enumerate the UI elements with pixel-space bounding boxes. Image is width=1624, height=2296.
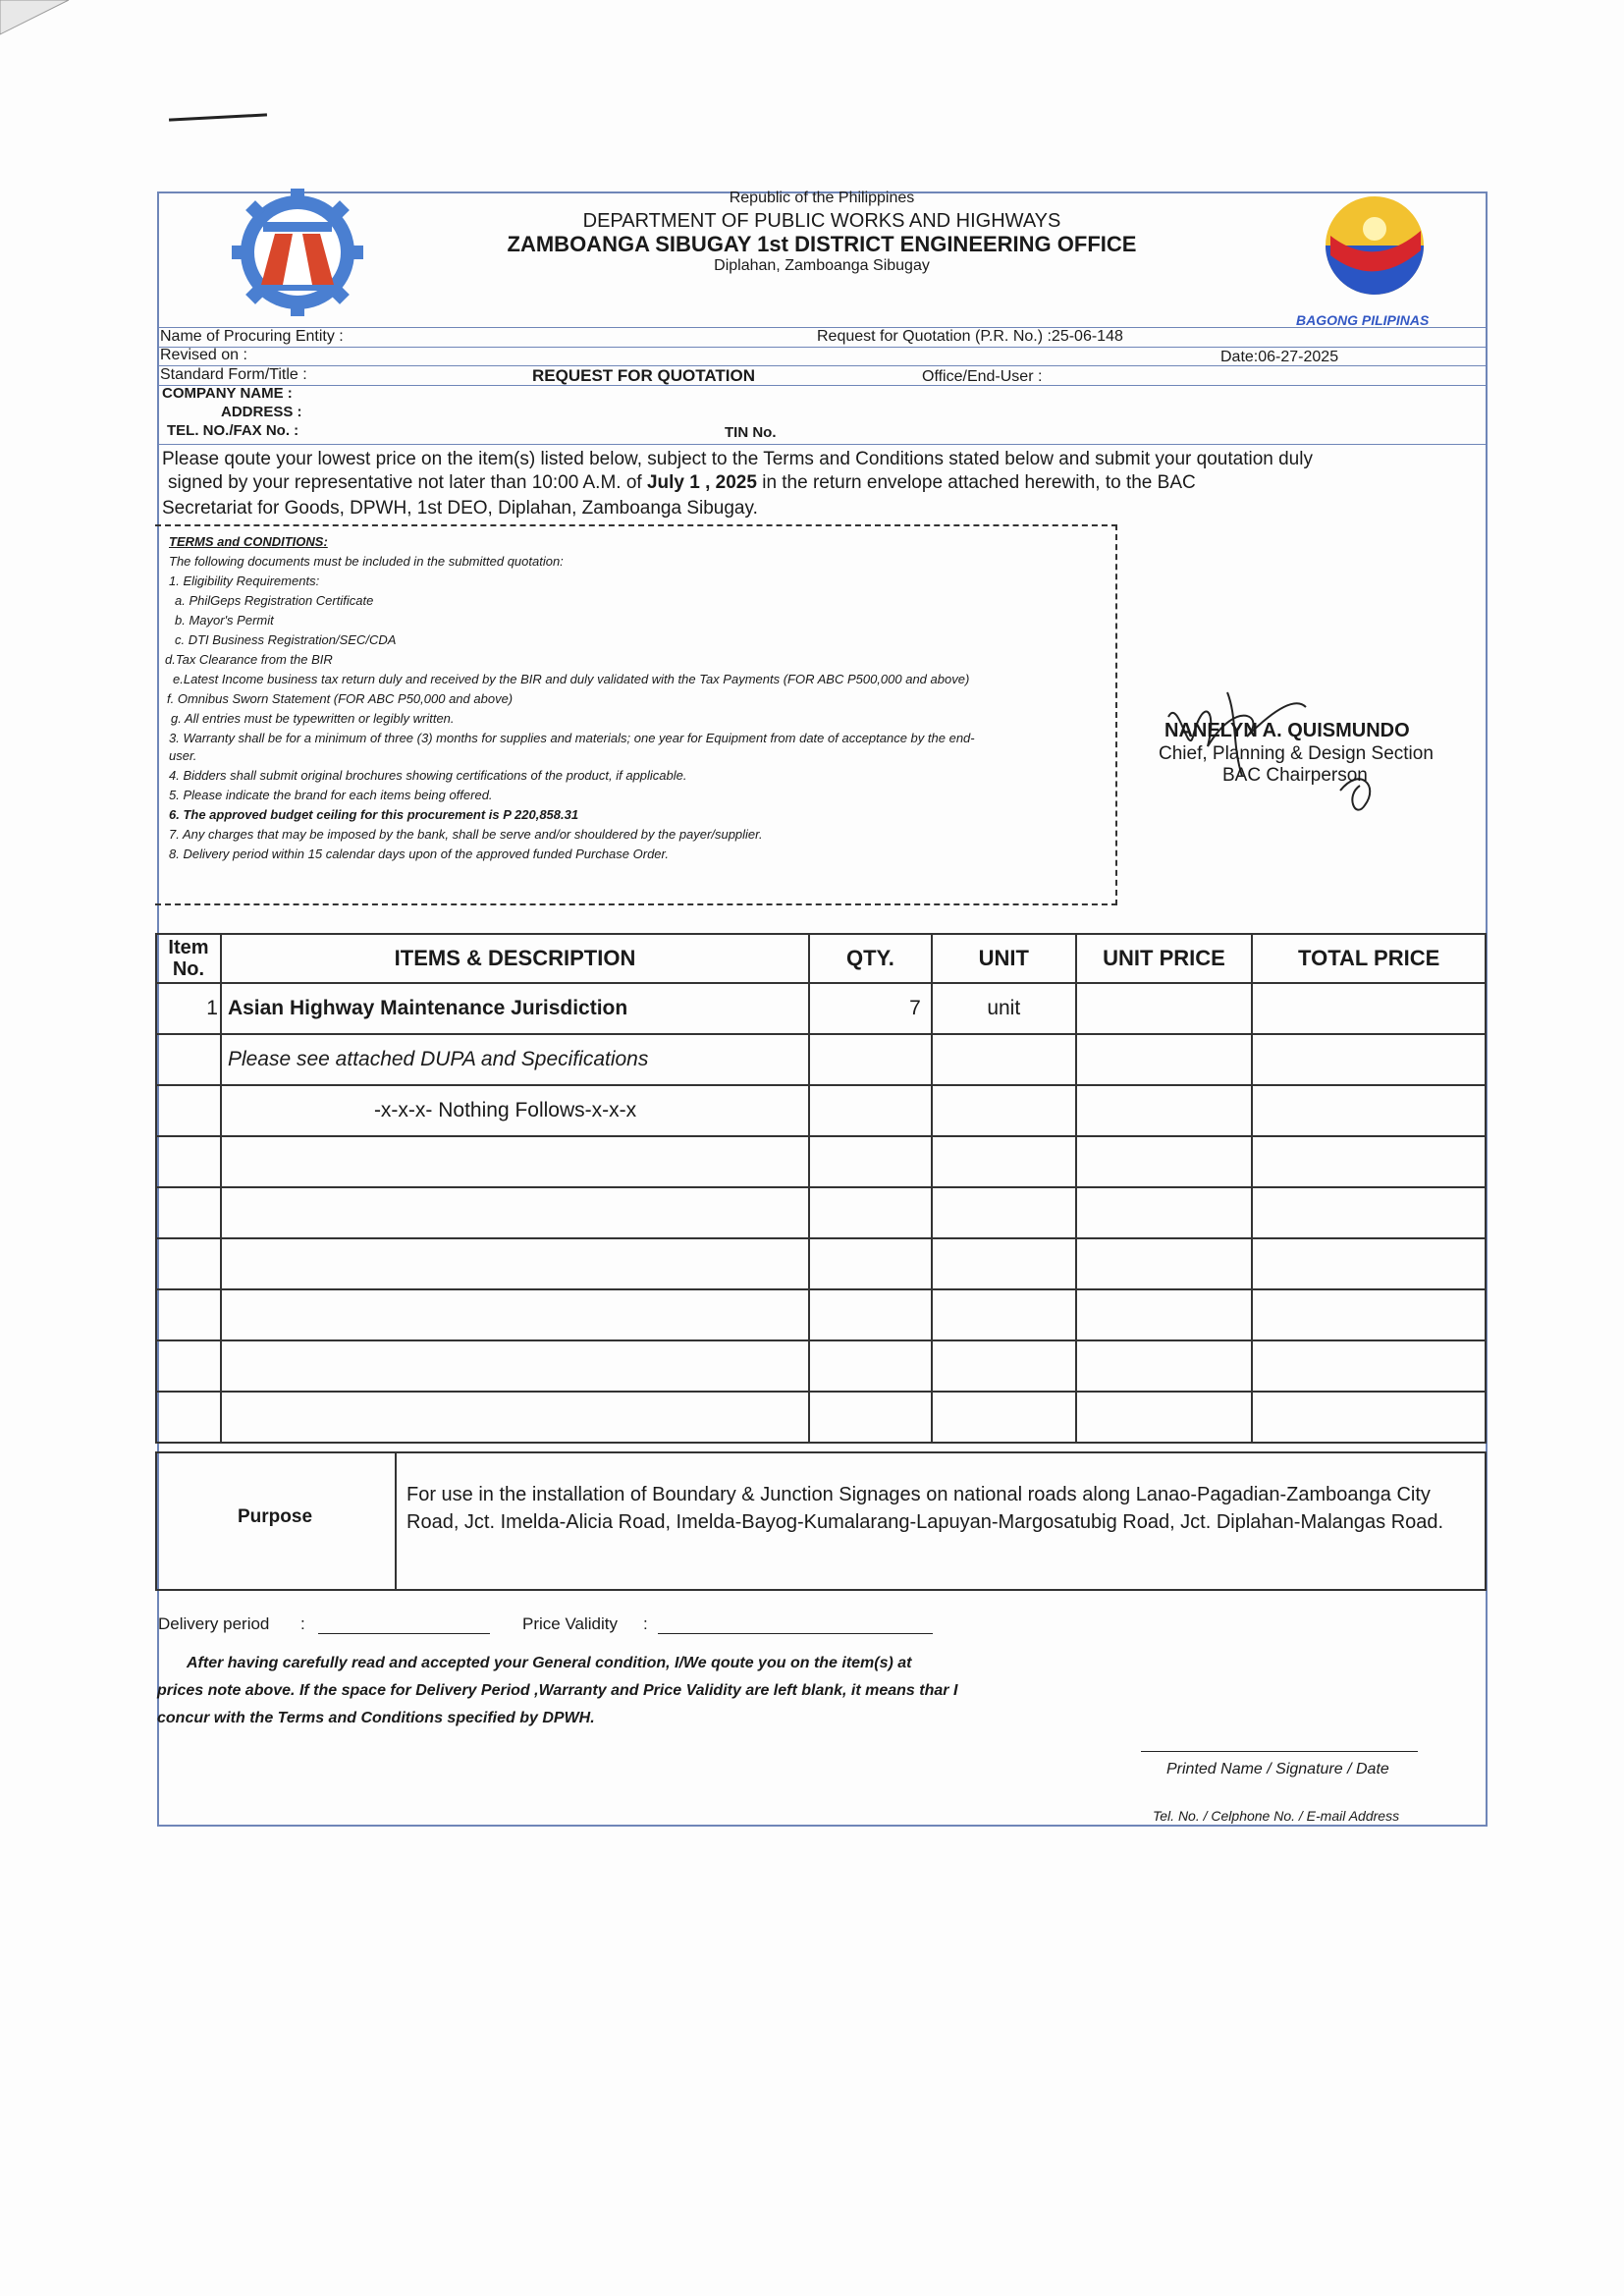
table-row: [156, 1085, 1486, 1136]
deadline-date: July 1 , 2025: [646, 472, 757, 493]
revised-on-label: Revised on :: [160, 347, 247, 363]
item-qty-cell: [809, 1034, 932, 1085]
price-validity-field[interactable]: [658, 1631, 933, 1634]
terms-line: e.Latest Income business tax return duly and received by the BIR and duly validated with the Tax Payments (FOR ABC P500,000 and above): [173, 672, 970, 686]
table-row: [156, 1187, 1486, 1238]
terms-line: 5. Please indicate the brand for each items being offered.: [169, 788, 493, 802]
item-total-price-cell[interactable]: [1252, 1034, 1486, 1085]
terms-line: 3. Warranty shall be for a minimum of three (3) months for supplies and materials; one year for Equipment from date of acceptance by the end-: [169, 731, 975, 745]
item-unit-cell: unit: [932, 983, 1076, 1034]
item-unit-cell: [932, 1085, 1076, 1136]
scan-corner-mark: [0, 0, 79, 39]
intro-line-3: Secretariat for Goods, DPWH, 1st DEO, Diplahan, Zamboanga Sibugay.: [162, 498, 758, 519]
item-qty-cell: 7: [809, 983, 932, 1034]
purpose-label: Purpose: [238, 1506, 313, 1527]
terms-line: d.Tax Clearance from the BIR: [165, 652, 333, 667]
item-total-price-cell[interactable]: [1252, 1085, 1486, 1136]
terms-line: a. PhilGeps Registration Certificate: [175, 593, 374, 608]
terms-line: 4. Bidders shall submit original brochures showing certifications of the product, if applicable.: [169, 768, 687, 783]
acceptance-statement: After having carefully read and accepted your General condition, I/We qoute you on the item(s) at prices note above. If the space for Delivery Period ,Warranty and Price Validity are left blank, it means thar I concur with the Terms and Conditions specified by DPWH.: [157, 1655, 958, 1726]
header-total-price: TOTAL PRICE: [1252, 934, 1486, 983]
table-row: [156, 1238, 1486, 1289]
item-description-cell: Asian Highway Maintenance Jurisdiction: [221, 983, 809, 1034]
intro-line-2-a: signed by your representative not later than 10:00 A.M. of: [168, 472, 647, 493]
terms-line: 7. Any charges that may be imposed by the bank, shall be serve and/or shouldered by the payer/supplier.: [169, 827, 763, 842]
header-description: ITEMS & DESCRIPTION: [221, 934, 809, 983]
validity-colon: :: [643, 1614, 648, 1633]
table-header-row: [156, 934, 1486, 983]
date-label: Date:06-27-2025: [1220, 349, 1339, 365]
republic-heading: Republic of the Philippines: [729, 190, 915, 206]
department-heading: DEPARTMENT OF PUBLIC WORKS AND HIGHWAYS: [582, 210, 1061, 232]
procuring-entity-label: Name of Procuring Entity :: [160, 328, 344, 345]
terms-line: g. All entries must be typewritten or legibly written.: [171, 711, 455, 726]
terms-line: c. DTI Business Registration/SEC/CDA: [175, 632, 397, 647]
header-unit-price: UNIT PRICE: [1076, 934, 1253, 983]
contact-label: Tel. No. / Celphone No. / E-mail Address: [1153, 1808, 1400, 1824]
printed-name-label: Printed Name / Signature / Date: [1166, 1761, 1389, 1777]
item-no-cell: [156, 1085, 221, 1136]
terms-line: user.: [169, 748, 197, 763]
signatory-name: NANELYN A. QUISMUNDO: [1164, 720, 1410, 741]
delivery-period-field[interactable]: [318, 1631, 490, 1634]
terms-title: TERMS and CONDITIONS:: [169, 534, 328, 549]
location-heading: Diplahan, Zamboanga Sibugay: [714, 257, 930, 274]
standard-form-label: Standard Form/Title :: [160, 366, 307, 383]
signature-line[interactable]: [1141, 1749, 1418, 1752]
item-description-cell: Please see attached DUPA and Specifications: [221, 1034, 809, 1085]
office-end-user-label: Office/End-User :: [922, 368, 1043, 385]
price-validity-label: Price Validity: [522, 1614, 618, 1633]
item-total-price-cell[interactable]: [1252, 983, 1486, 1034]
terms-line: f. Omnibus Sworn Statement (FOR ABC P50,000 and above): [167, 691, 514, 706]
intro-line-2-b: in the return envelope attached herewith, to the BAC: [756, 472, 1196, 493]
terms-box: [155, 524, 1117, 905]
terms-line: 6. The approved budget ceiling for this procurement is P 220,858.31: [169, 807, 579, 822]
purpose-text: For use in the installation of Boundary & Junction Signages on national roads along Lanao-Pagadian-Zamboanga City Road, Jct. Imelda-Alicia Road, Imelda-Bayog-Kumalarang-Lapuyan-Margosatubig Road, Jct. Diplahan-Malangas Road.: [406, 1484, 1444, 1533]
form-title: REQUEST FOR QUOTATION: [532, 366, 755, 385]
delivery-colon: :: [300, 1614, 305, 1633]
tel-fax-label: TEL. NO./FAX No. :: [167, 422, 299, 439]
table-row: [156, 1034, 1486, 1085]
intro-line-2: [168, 472, 1196, 494]
item-unit-cell: [932, 1034, 1076, 1085]
table-row: [156, 1136, 1486, 1187]
table-row: [156, 983, 1486, 1034]
address-label: ADDRESS :: [221, 404, 302, 420]
rfq-number: Request for Quotation (P.R. No.) :25-06-148: [817, 328, 1123, 345]
item-no-cell: [156, 1034, 221, 1085]
item-qty-cell: [809, 1085, 932, 1136]
purpose-divider: [395, 1453, 397, 1589]
pen-mark: [169, 113, 267, 121]
signatory-position-2: BAC Chairperson: [1222, 765, 1368, 786]
company-name-label: COMPANY NAME :: [162, 385, 293, 402]
signatory-position-1: Chief, Planning & Design Section: [1159, 743, 1434, 764]
item-unit-price-cell[interactable]: [1076, 1085, 1253, 1136]
table-row: [156, 1289, 1486, 1340]
item-unit-price-cell[interactable]: [1076, 1034, 1253, 1085]
terms-line: 1. Eligibility Requirements:: [169, 574, 320, 588]
items-table: [155, 933, 1487, 1444]
item-no-cell: 1: [156, 983, 221, 1034]
purpose-box: [155, 1451, 1487, 1591]
bagong-pilipinas-text: BAGONG PILIPINAS: [1296, 312, 1430, 328]
tin-label: TIN No.: [725, 424, 777, 441]
table-row: [156, 1340, 1486, 1392]
delivery-period-label: Delivery period: [158, 1614, 270, 1633]
header-qty: QTY.: [809, 934, 932, 983]
item-unit-price-cell[interactable]: [1076, 983, 1253, 1034]
header-unit: UNIT: [932, 934, 1076, 983]
item-description-cell: -x-x-x- Nothing Follows-x-x-x: [221, 1085, 809, 1136]
table-row: [156, 1392, 1486, 1443]
intro-line-1: Please qoute your lowest price on the item(s) listed below, subject to the Terms and Conditions stated below and submit your qoutation duly: [162, 449, 1313, 469]
terms-line: 8. Delivery period within 15 calendar days upon of the approved funded Purchase Order.: [169, 847, 669, 861]
office-heading: ZAMBOANGA SIBUGAY 1st DISTRICT ENGINEERING OFFICE: [507, 232, 1137, 256]
header-item-no: Item No.: [156, 934, 221, 983]
terms-line: b. Mayor's Permit: [175, 613, 274, 628]
terms-line: The following documents must be included in the submitted quotation:: [169, 554, 564, 569]
